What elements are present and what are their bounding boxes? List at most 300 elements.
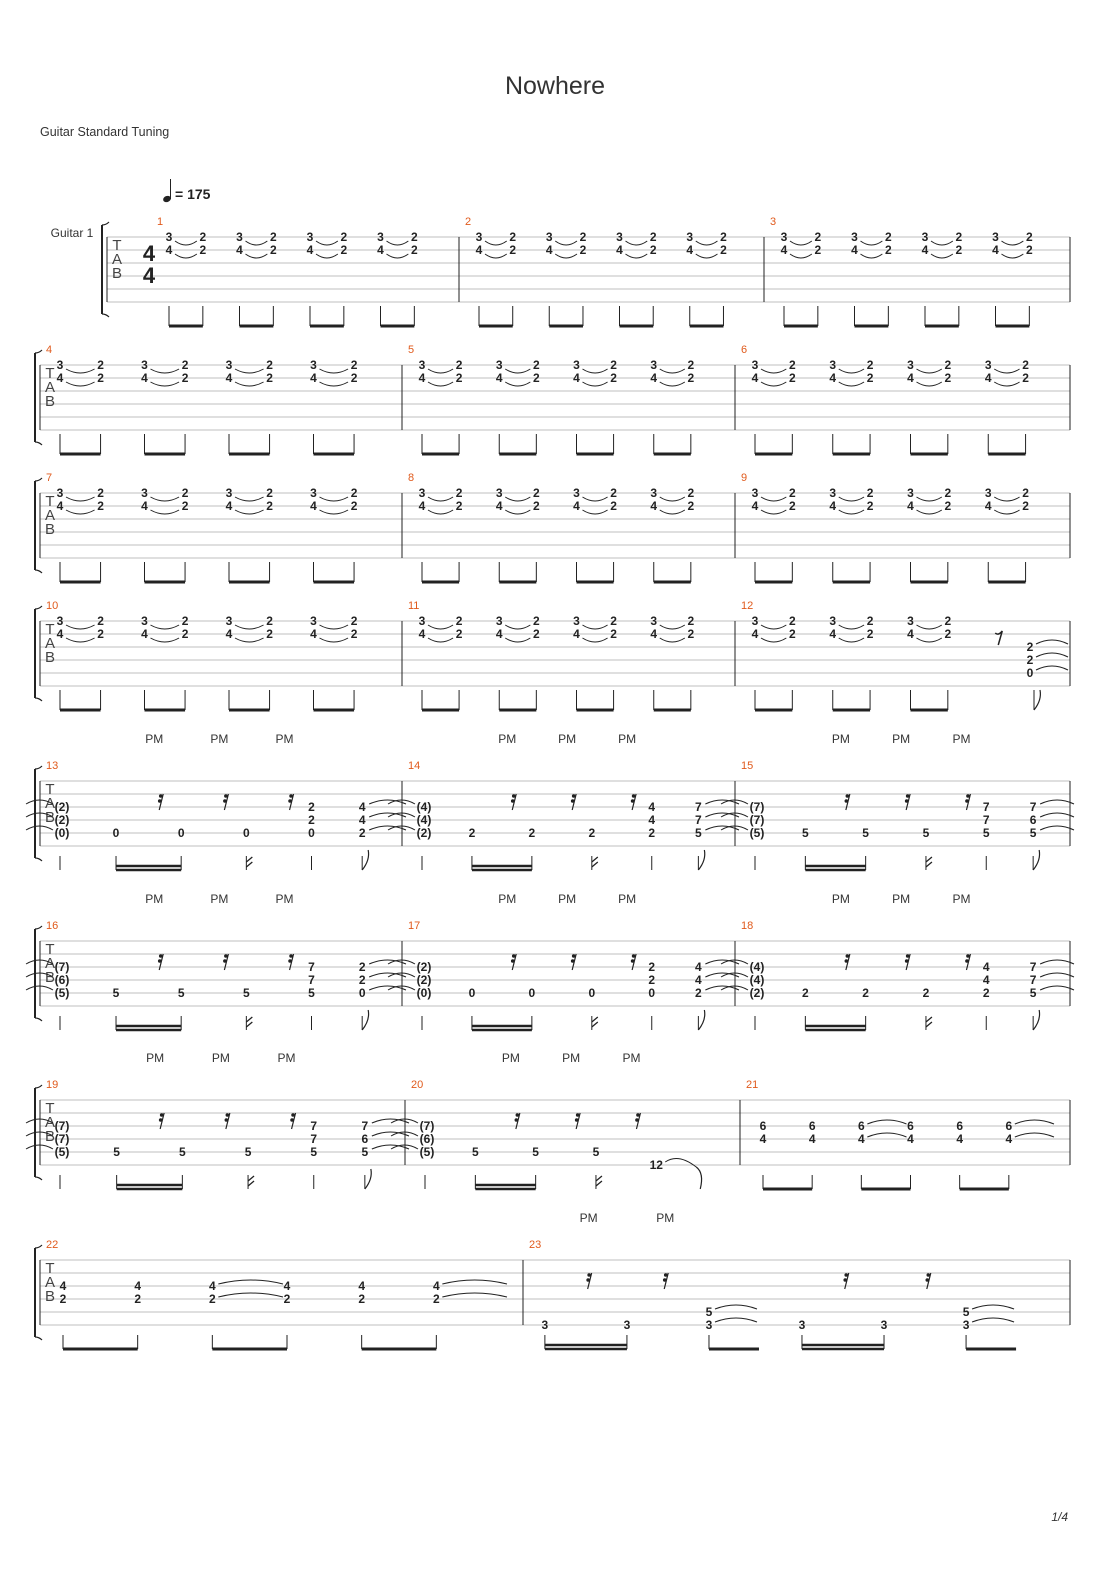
tie-arc <box>867 1133 906 1137</box>
tab-clef-letter: B <box>44 393 56 410</box>
fret-number: 2 <box>814 230 822 244</box>
measure-number: 16 <box>46 920 59 932</box>
fret-number: 4 <box>358 1279 366 1293</box>
fret-number: 3 <box>541 1318 549 1332</box>
palm-mute-label: PM <box>622 1051 641 1065</box>
fret-number: (5) <box>54 986 70 1000</box>
tie-arc <box>235 382 264 386</box>
tab-clef-letter: A <box>44 635 56 652</box>
tie-arc <box>387 241 409 245</box>
fret-number: 4 <box>134 1279 142 1293</box>
palm-mute-label: PM <box>146 1051 165 1065</box>
fret-number: 7 <box>310 1119 318 1133</box>
fret-number: 4 <box>310 499 317 513</box>
fret-number: 4 <box>982 973 990 987</box>
fret-number: 2 <box>199 243 207 257</box>
tab-clef-letter: A <box>44 379 56 396</box>
fret-number: 6 <box>808 1119 816 1133</box>
fret-number: 2 <box>866 614 874 628</box>
tie-arc <box>839 625 864 629</box>
tie-arc <box>246 254 268 258</box>
fret-number: 4 <box>650 627 658 641</box>
fret-number: 4 <box>141 371 148 385</box>
sixteenth-rest-dot <box>965 959 969 963</box>
tie-arc <box>1036 666 1068 670</box>
fret-number: 2 <box>1022 371 1029 385</box>
tie-arc <box>428 369 453 373</box>
fret-number: 2 <box>350 371 358 385</box>
system-bracket-bottom <box>35 442 42 445</box>
tie-arc <box>1040 800 1074 804</box>
fret-number: 2 <box>532 486 540 500</box>
tie-arc <box>442 1293 507 1297</box>
fret-number: 4 <box>418 627 426 641</box>
fret-number: 2 <box>884 230 892 244</box>
palm-mute-label: PM <box>210 892 229 906</box>
fret-number: 3 <box>495 614 503 628</box>
fret-number: (2) <box>416 973 432 987</box>
fret-number: 4 <box>780 243 788 257</box>
sixteenth-rest-dot <box>571 959 575 963</box>
fret-number: 3 <box>310 358 317 372</box>
tab-clef-letter: B <box>44 809 56 826</box>
tab-clef-letter: T <box>45 781 55 798</box>
measure-number: 19 <box>46 1079 59 1091</box>
tab-clef-letter: A <box>111 251 123 268</box>
sixteenth-rest-dot <box>516 1113 520 1117</box>
fret-number: 2 <box>455 371 463 385</box>
tab-clef-letter: B <box>44 1128 56 1145</box>
tab-clef-letter: B <box>44 1288 56 1305</box>
fret-number: (6) <box>54 973 70 987</box>
track-name: Guitar 1 <box>50 226 94 240</box>
tie-arc <box>626 241 648 245</box>
fret-number: 2 <box>814 243 822 257</box>
fret-number: 3 <box>751 614 759 628</box>
fret-number: 2 <box>687 614 695 628</box>
fret-number: (7) <box>54 960 70 974</box>
fret-number: 2 <box>788 614 796 628</box>
fret-number: 4 <box>921 243 929 257</box>
fret-number: 4 <box>648 800 656 814</box>
fret-number: 4 <box>59 1279 67 1293</box>
palm-mute-label: PM <box>579 1211 598 1225</box>
tie-arc <box>485 254 507 258</box>
tie-arc <box>660 638 685 642</box>
fret-number: 6 <box>759 1119 767 1133</box>
measure-number: 22 <box>46 1239 59 1251</box>
fret-number: 3 <box>495 486 503 500</box>
fret-number: 5 <box>802 826 809 840</box>
flag <box>365 1169 371 1189</box>
fret-number: 2 <box>695 986 702 1000</box>
fret-number: 2 <box>944 614 952 628</box>
measure-number: 1 <box>157 216 164 228</box>
fret-number: 2 <box>1026 653 1034 667</box>
fret-number: 0 <box>648 986 656 1000</box>
fret-number: 2 <box>266 358 273 372</box>
measure-number: 18 <box>741 920 754 932</box>
tie-arc <box>151 510 180 514</box>
tab-clef-letter: T <box>45 365 55 382</box>
fret-number: 4 <box>829 499 837 513</box>
tuning-label: Guitar Standard Tuning <box>40 125 170 139</box>
tie-arc <box>151 497 180 501</box>
tie-arc <box>583 510 608 514</box>
sixteenth-rest-dot <box>587 1273 591 1277</box>
fret-number: 5 <box>962 1305 970 1319</box>
tie-arc <box>320 382 349 386</box>
tie-arc <box>839 369 864 373</box>
fret-number: 0 <box>242 826 250 840</box>
palm-mute-label: PM <box>618 732 637 746</box>
fret-number: 5 <box>244 1145 252 1159</box>
palm-mute-label: PM <box>892 732 911 746</box>
fret-number: 2 <box>181 358 189 372</box>
palm-mute-label: PM <box>656 1211 675 1225</box>
fret-number: 3 <box>962 1318 970 1332</box>
measure-number: 12 <box>741 600 754 612</box>
fret-number: 7 <box>310 1132 318 1146</box>
fret-number: 2 <box>579 230 587 244</box>
tie-arc <box>1015 1120 1054 1124</box>
tie-arc <box>66 382 95 386</box>
fret-number: 2 <box>944 499 952 513</box>
measure-number: 5 <box>408 344 415 356</box>
sixteenth-flag <box>246 1017 252 1027</box>
fret-number: 2 <box>509 230 517 244</box>
fret-number: 5 <box>982 826 990 840</box>
fret-number: 4 <box>984 499 992 513</box>
fret-number: 2 <box>687 358 695 372</box>
tie-arc <box>583 497 608 501</box>
fret-number: 3 <box>56 614 64 628</box>
sixteenth-rest-dot <box>636 1113 640 1117</box>
tie-arc <box>235 638 264 642</box>
flag <box>698 850 704 870</box>
fret-number: 5 <box>310 1145 318 1159</box>
tie-arc <box>369 813 406 817</box>
sixteenth-rest-dot <box>288 959 292 963</box>
fret-number: 5 <box>922 826 930 840</box>
tie-arc <box>218 1280 283 1284</box>
system-bracket-top <box>35 606 42 609</box>
tie-arc <box>218 1293 283 1297</box>
sixteenth-rest-dot <box>845 799 849 803</box>
tie-arc <box>972 1305 1014 1309</box>
fret-number: 2 <box>455 614 463 628</box>
fret-number: 3 <box>921 230 929 244</box>
fret-number: 7 <box>982 800 990 814</box>
tie-arc <box>1036 653 1068 657</box>
fret-number: 5 <box>862 826 869 840</box>
fret-number: 2 <box>687 371 695 385</box>
tie-arc <box>175 241 197 245</box>
fret-number: 3 <box>225 358 233 372</box>
fret-number: 6 <box>361 1132 369 1146</box>
palm-mute-label: PM <box>210 732 229 746</box>
fret-number: 4 <box>650 499 658 513</box>
tie-arc <box>994 510 1019 514</box>
fret-number: 2 <box>181 486 189 500</box>
fret-number: 2 <box>610 627 617 641</box>
tie-arc <box>583 638 608 642</box>
fret-number: 3 <box>310 486 317 500</box>
fret-number: 2 <box>358 973 366 987</box>
fret-number: 4 <box>495 627 503 641</box>
fret-number: 4 <box>236 243 243 257</box>
fret-number: 2 <box>648 960 656 974</box>
fret-number: 4 <box>225 371 233 385</box>
fret-number: 3 <box>475 230 483 244</box>
fret-number: 3 <box>851 230 858 244</box>
flag <box>696 1167 701 1189</box>
sixteenth-flag <box>246 857 252 867</box>
fret-number: 5 <box>1029 986 1037 1000</box>
measure-number: 6 <box>741 344 748 356</box>
fret-number: 4 <box>751 499 759 513</box>
tie-arc <box>839 510 864 514</box>
fret-number: 2 <box>468 826 476 840</box>
fret-number: 4 <box>573 499 580 513</box>
tie-arc <box>931 241 953 245</box>
fret-number: 3 <box>418 486 426 500</box>
sixteenth-rest-dot <box>512 794 516 798</box>
fret-number: 2 <box>350 486 358 500</box>
fret-number: 4 <box>225 627 233 641</box>
sixteenth-rest-dot <box>631 959 635 963</box>
fret-number: 3 <box>751 486 759 500</box>
sixteenth-rest-dot <box>224 954 228 958</box>
fret-number: (5) <box>749 826 765 840</box>
measure-number: 11 <box>408 600 420 612</box>
tie-arc <box>555 241 577 245</box>
fret-number: 4 <box>695 960 702 974</box>
fret-number: 4 <box>650 371 658 385</box>
tie-arc <box>583 369 608 373</box>
sixteenth-rest-dot <box>966 954 970 958</box>
sixteenth-rest-dot <box>571 799 575 803</box>
palm-mute-label: PM <box>275 732 294 746</box>
fret-number: 4 <box>306 243 314 257</box>
fret-number: 2 <box>455 486 463 500</box>
fret-number: 0 <box>468 986 476 1000</box>
tie-arc <box>320 638 349 642</box>
fret-number: 2 <box>59 1292 67 1306</box>
time-signature-top: 4 <box>142 241 156 266</box>
fret-number: 2 <box>532 614 540 628</box>
fret-number: 2 <box>788 499 796 513</box>
fret-number: (0) <box>416 986 432 1000</box>
fret-number: 4 <box>310 627 317 641</box>
fret-number: 3 <box>984 486 992 500</box>
tie-arc <box>583 382 608 386</box>
fret-number: 5 <box>705 1305 713 1319</box>
fret-number: 2 <box>308 800 315 814</box>
fret-number: 4 <box>907 371 914 385</box>
fret-number: (2) <box>416 960 432 974</box>
fret-number: 2 <box>97 627 104 641</box>
fret-number: 3 <box>573 358 580 372</box>
fret-number: 3 <box>573 614 580 628</box>
palm-mute-label: PM <box>498 892 517 906</box>
fret-number: 5 <box>592 1145 600 1159</box>
tie-arc <box>861 241 883 245</box>
tie-arc <box>790 241 812 245</box>
fret-number: 4 <box>982 960 990 974</box>
fret-number: 3 <box>418 358 426 372</box>
fret-number: 3 <box>751 358 759 372</box>
fret-number: 2 <box>866 358 874 372</box>
fret-number: 5 <box>361 1145 369 1159</box>
fret-number: 4 <box>545 243 553 257</box>
tab-clef-letter: A <box>44 1114 56 1131</box>
system-bracket-bottom <box>102 314 109 317</box>
fret-number: 4 <box>495 371 503 385</box>
tie-arc <box>626 254 648 258</box>
fret-number: 5 <box>177 986 185 1000</box>
fret-number: 3 <box>418 614 426 628</box>
sixteenth-rest-dot <box>288 799 292 803</box>
fret-number: (7) <box>54 1132 70 1146</box>
fret-number: 3 <box>623 1318 631 1332</box>
fret-number: 3 <box>650 614 658 628</box>
fret-number: 3 <box>907 614 914 628</box>
fret-number: 4 <box>573 627 580 641</box>
fret-number: (2) <box>54 800 70 814</box>
sixteenth-rest-dot <box>224 794 228 798</box>
fret-number: 3 <box>141 486 148 500</box>
measure-number: 21 <box>746 1079 759 1091</box>
tab-clef-letter: A <box>44 507 56 524</box>
tie-arc <box>387 254 409 258</box>
flag <box>362 850 368 870</box>
tie-arc <box>428 510 453 514</box>
tie-arc <box>839 497 864 501</box>
tie-arc <box>1040 986 1074 990</box>
tie-arc <box>442 1280 507 1284</box>
tab-clef-letter: T <box>45 941 55 958</box>
fret-number: 3 <box>56 486 64 500</box>
tab-clef-letter: B <box>44 969 56 986</box>
measure-number: 4 <box>46 344 53 356</box>
measure-number: 20 <box>411 1079 424 1091</box>
fret-number: 0 <box>358 986 366 1000</box>
tie-arc <box>839 382 864 386</box>
sixteenth-rest-dot <box>575 1118 579 1122</box>
fret-number: 2 <box>432 1292 440 1306</box>
tie-arc <box>505 369 530 373</box>
fret-number: 4 <box>495 499 503 513</box>
sixteenth-rest-dot <box>846 954 850 958</box>
tab-clef-letter: B <box>44 521 56 538</box>
fret-number: 2 <box>350 358 358 372</box>
fret-number: 2 <box>944 627 952 641</box>
tab-clef-letter: T <box>45 493 55 510</box>
sixteenth-rest-dot <box>631 799 635 803</box>
fret-number: 7 <box>695 813 702 827</box>
fret-number: 2 <box>788 627 796 641</box>
tie-arc <box>917 510 942 514</box>
fret-number: 5 <box>532 1145 539 1159</box>
sixteenth-flag <box>592 857 598 867</box>
fret-number: 4 <box>751 371 759 385</box>
fret-number: 7 <box>1029 960 1037 974</box>
fret-number: (4) <box>749 960 765 974</box>
fret-number: 5 <box>1029 826 1037 840</box>
palm-mute-label: PM <box>558 892 577 906</box>
fret-number: 4 <box>56 627 64 641</box>
fret-number: 2 <box>862 986 869 1000</box>
fret-number: 2 <box>269 243 277 257</box>
sixteenth-rest-dot <box>905 799 909 803</box>
palm-mute-label: PM <box>562 1051 581 1065</box>
fret-number: 2 <box>532 499 540 513</box>
tie-arc <box>369 986 406 990</box>
fret-number: 5 <box>113 1145 120 1159</box>
tie-arc <box>316 254 338 258</box>
tie-arc <box>235 625 264 629</box>
fret-number: 5 <box>695 826 702 840</box>
fret-number: 2 <box>266 627 273 641</box>
fret-number: 2 <box>532 358 540 372</box>
fret-number: 2 <box>350 499 358 513</box>
sixteenth-flag <box>926 1017 932 1027</box>
tie-arc <box>428 497 453 501</box>
system-bracket-top <box>35 766 42 769</box>
fret-number: 4 <box>141 499 148 513</box>
tie-arc <box>1002 241 1024 245</box>
fret-number: 2 <box>97 499 104 513</box>
fret-number: 2 <box>610 499 617 513</box>
tie-arc <box>761 625 786 629</box>
tie-arc <box>696 241 718 245</box>
fret-number: 2 <box>455 499 463 513</box>
fret-number: 2 <box>340 230 348 244</box>
sixteenth-rest-dot <box>925 1278 929 1282</box>
palm-mute-label: PM <box>952 892 971 906</box>
tab-clef-letter: T <box>45 621 55 638</box>
fret-number: 3 <box>545 230 553 244</box>
tab-clef-letter: T <box>112 237 122 254</box>
fret-number: 2 <box>1025 230 1033 244</box>
sixteenth-rest-dot <box>635 1118 639 1122</box>
measure-number: 13 <box>46 760 59 772</box>
fret-number: 2 <box>1022 486 1029 500</box>
fret-number: 4 <box>56 371 64 385</box>
fret-number: 2 <box>884 243 892 257</box>
palm-mute-label: PM <box>831 892 850 906</box>
palm-mute-label: PM <box>831 732 850 746</box>
page-number: 1/4 <box>1051 1510 1068 1524</box>
fret-number: 6 <box>907 1119 914 1133</box>
system-bracket-top <box>35 1245 42 1248</box>
fret-number: 2 <box>528 826 536 840</box>
tie-arc <box>1015 1133 1054 1137</box>
fret-number: 0 <box>177 826 185 840</box>
fret-number: 2 <box>802 986 809 1000</box>
fret-number: 7 <box>308 973 315 987</box>
system-bracket-top <box>102 222 109 225</box>
tab-clef-letter: T <box>45 1260 55 1277</box>
fret-number: 3 <box>984 358 992 372</box>
system-bracket-bottom <box>35 1018 42 1021</box>
measure-number: 15 <box>741 760 754 772</box>
fret-number: 5 <box>242 986 250 1000</box>
tie-arc <box>555 254 577 258</box>
fret-number: 6 <box>857 1119 865 1133</box>
fret-number: 2 <box>266 614 273 628</box>
